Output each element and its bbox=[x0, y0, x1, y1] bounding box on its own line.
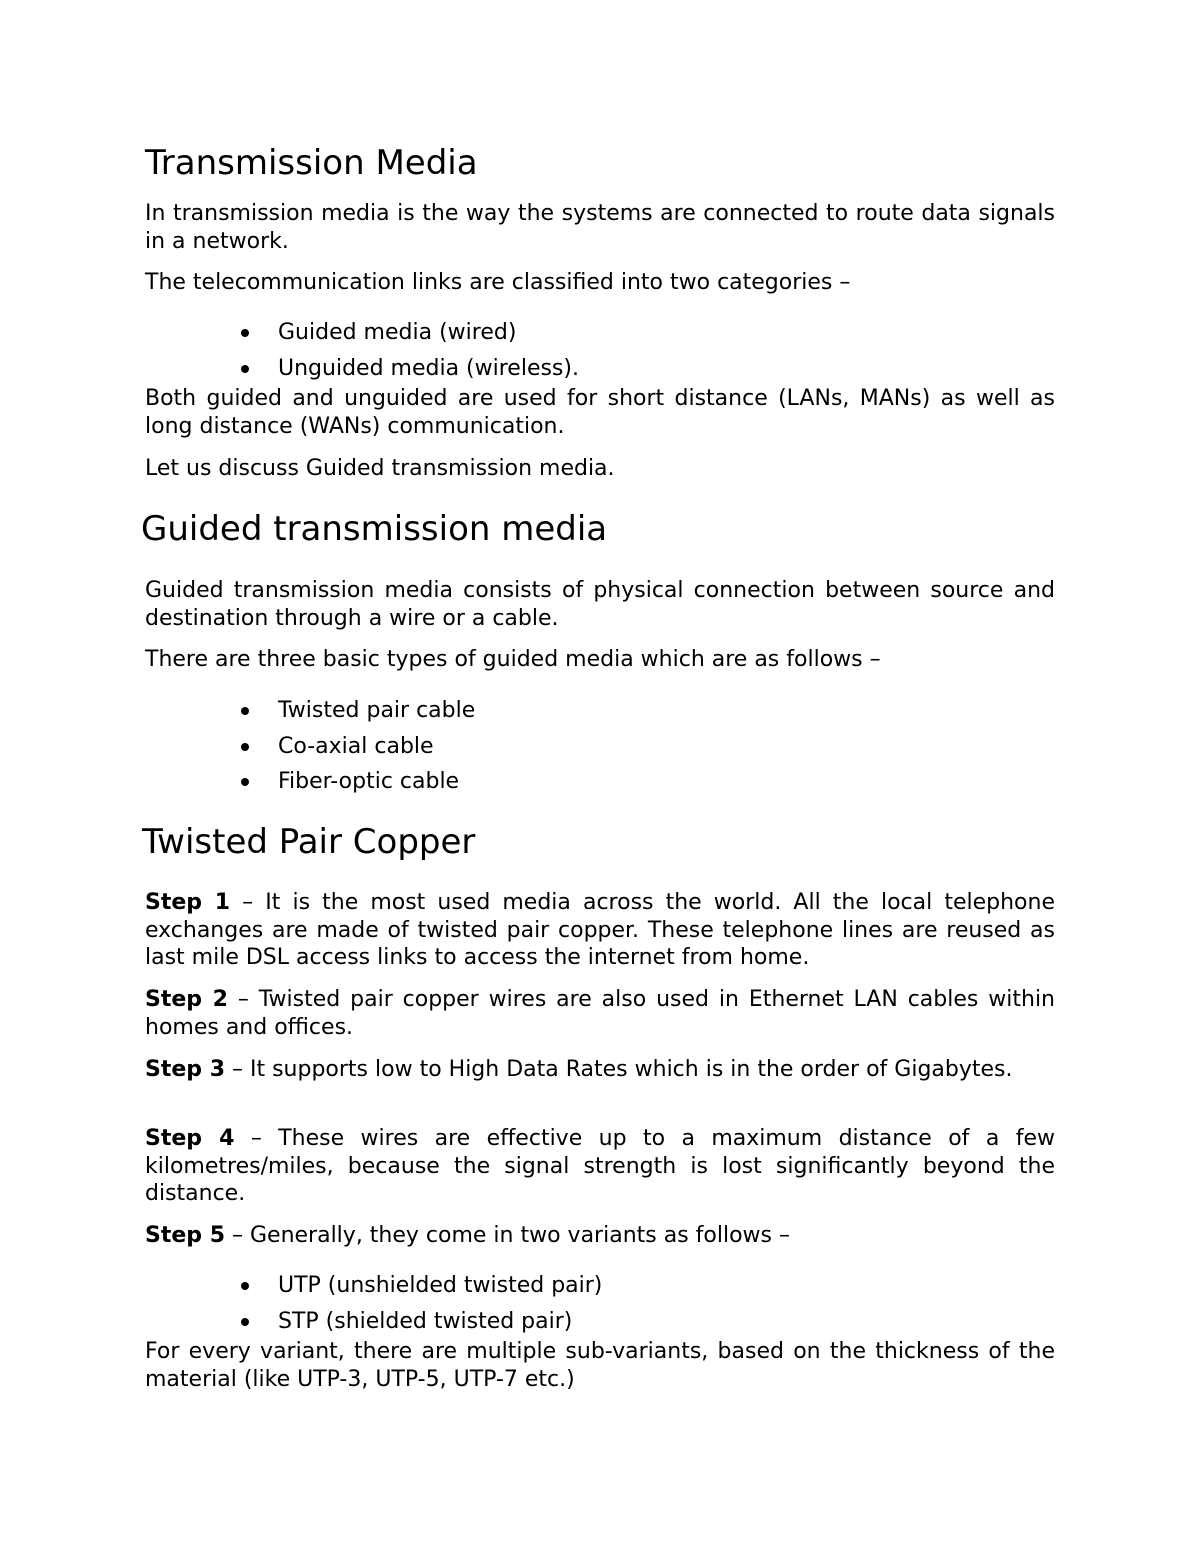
step-label: Step 3 bbox=[145, 1057, 225, 1082]
bullet-icon bbox=[241, 365, 249, 373]
step-label: Step 4 bbox=[145, 1126, 235, 1151]
bullet-icon bbox=[241, 329, 249, 337]
paragraph-sub-variants: For every variant, there are multiple sub-variants, based on the thickness of the material (like UTP-3, UTP-5, UTP-7 etc.) bbox=[145, 1339, 1055, 1392]
heading-transmission-media: Transmission Media bbox=[145, 143, 478, 183]
bullet-icon bbox=[241, 778, 249, 786]
paragraph-guided-definition: Guided transmission media consists of physical connection between source and destination through a wire or a cable. bbox=[145, 578, 1055, 631]
step-2: Step 2 – Twisted pair copper wires are also used in Ethernet LAN cables within homes and offices. bbox=[145, 987, 1055, 1040]
paragraph-discuss-guided: Let us discuss Guided transmission media. bbox=[145, 456, 615, 481]
paragraph-three-types: There are three basic types of guided media which are as follows – bbox=[145, 647, 881, 672]
step-3: Step 3 – It supports low to High Data Rates which is in the order of Gigabytes. bbox=[145, 1057, 1013, 1082]
list-item: Twisted pair cable bbox=[145, 693, 1055, 729]
bullet-icon bbox=[241, 1318, 249, 1326]
list-item: Co-axial cable bbox=[145, 729, 1055, 765]
list-item: Guided media (wired) bbox=[145, 315, 1055, 351]
list-link-categories bbox=[145, 315, 1055, 386]
heading-twisted-pair-copper: Twisted Pair Copper bbox=[142, 822, 476, 862]
step-label: Step 2 bbox=[145, 987, 228, 1012]
list-twisted-pair-variants bbox=[145, 1268, 1055, 1339]
step-5: Step 5 – Generally, they come in two variants as follows – bbox=[145, 1223, 790, 1248]
paragraph-both-guided-unguided: Both guided and unguided are used for short distance (LANs, MANs) as well as long distance (WANs) communication. bbox=[145, 386, 1055, 439]
paragraph-categories: The telecommunication links are classified into two categories – bbox=[145, 270, 851, 295]
list-guided-media-types bbox=[145, 693, 1055, 800]
list-item: Fiber-optic cable bbox=[145, 764, 1055, 800]
step-label: Step 1 bbox=[145, 890, 231, 915]
paragraph-intro: In transmission media is the way the systems are connected to route data signals in a network. bbox=[145, 201, 1055, 254]
list-item: UTP (unshielded twisted pair) bbox=[145, 1268, 1055, 1304]
bullet-icon bbox=[241, 743, 249, 751]
list-item: Unguided media (wireless). bbox=[145, 351, 1055, 387]
bullet-icon bbox=[241, 1282, 249, 1290]
step-4: Step 4 – These wires are effective up to a maximum distance of a few kilometres/miles, because the signal strength is lost significantly beyond the distance. bbox=[145, 1126, 1055, 1206]
bullet-icon bbox=[241, 707, 249, 715]
heading-guided-transmission-media: Guided transmission media bbox=[141, 509, 608, 549]
step-1: Step 1 – It is the most used media across the world. All the local telephone exchanges are made of twisted pair copper. These telephone lines are reused as last mile DSL access links to access the internet from home. bbox=[145, 890, 1055, 970]
step-label: Step 5 bbox=[145, 1223, 225, 1248]
list-item: STP (shielded twisted pair) bbox=[145, 1304, 1055, 1340]
